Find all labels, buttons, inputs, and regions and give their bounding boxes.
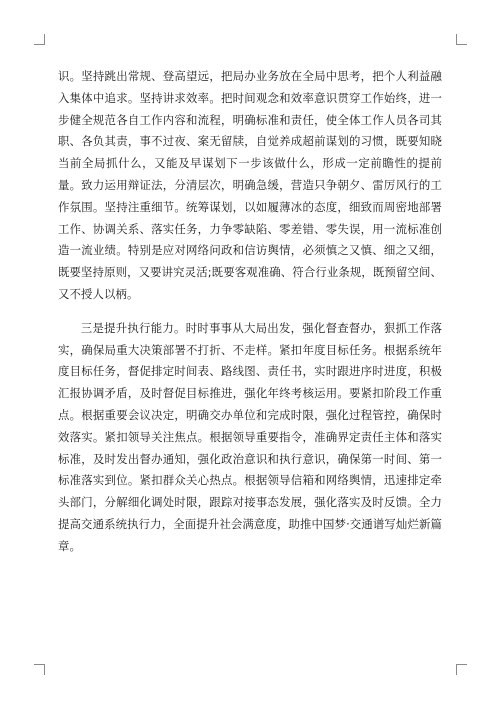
crop-mark-top-right [456,34,467,45]
crop-mark-bottom-right [456,664,467,675]
paragraph: 三是提升执行能力。时时事事从大局出发，强化督查督办，狠抓工作落实，确保局重大决策部署不打折、不走样。紧扣年度目标任务。根据系统年度目标任务，督促排定时间表、路线图、责任书，实时跟进序时进度，积极汇报协调矛盾，及时督促目标推进，强化年终考核运用。要紧扣阶段工作重点。根据重要会议决定，明确交办单位和完成时限，强化过程管控，确保时效落实。紧扣领导关注焦点。根据领导重要指令，准确界定责任主体和落实标准，及时发出督办通知，强化政治意识和执行意识，确保第一时间、第一标准落实到位。紧扣群众关心热点。根据领导信箱和网络舆情，迅速排定牵头部门，分解细化调处时限，跟踪对接事态发展，强化落实及时反馈。全力提高交通系统执行力，全面提升社会满意度，助推中国梦·交通谱写灿烂新篇章。 [58,320,442,553]
paragraph: 识。坚持跳出常规、登高望远，把局办业务放在全局中思考，把个人利益融入集体中追求。坚持讲求效率。把时间观念和效率意识贯穿工作始终，进一步健全规范各自工作内容和流程，明确标准和责任，使全体工作人员各司其职、各负其责，事不过夜、案无留牍，自觉养成超前谋划的习惯，既要知晓当前全局抓什么，又能及早谋划下一步该做什么，形成一定前瞻性的提前量。致力运用辩证法，分清层次，明确急缓，营造只争朝夕、雷厉风行的工作氛围。坚持注重细节。统筹谋划，以如履薄冰的态度，细致而周密地部署工作、协调关系、落实任务，力争零缺陷、零差错、零失误，用一流标准创造一流业绩。特别是应对网络问政和信访舆情，必须慎之又慎、细之又细，既要坚持原则，又要讲究灵活;既要客观准确、符合行业条规，既预留空间、又不授人以柄。 [58,69,442,301]
crop-mark-bottom-left [34,664,45,675]
document-body [58,66,442,570]
crop-mark-top-left [34,34,45,45]
